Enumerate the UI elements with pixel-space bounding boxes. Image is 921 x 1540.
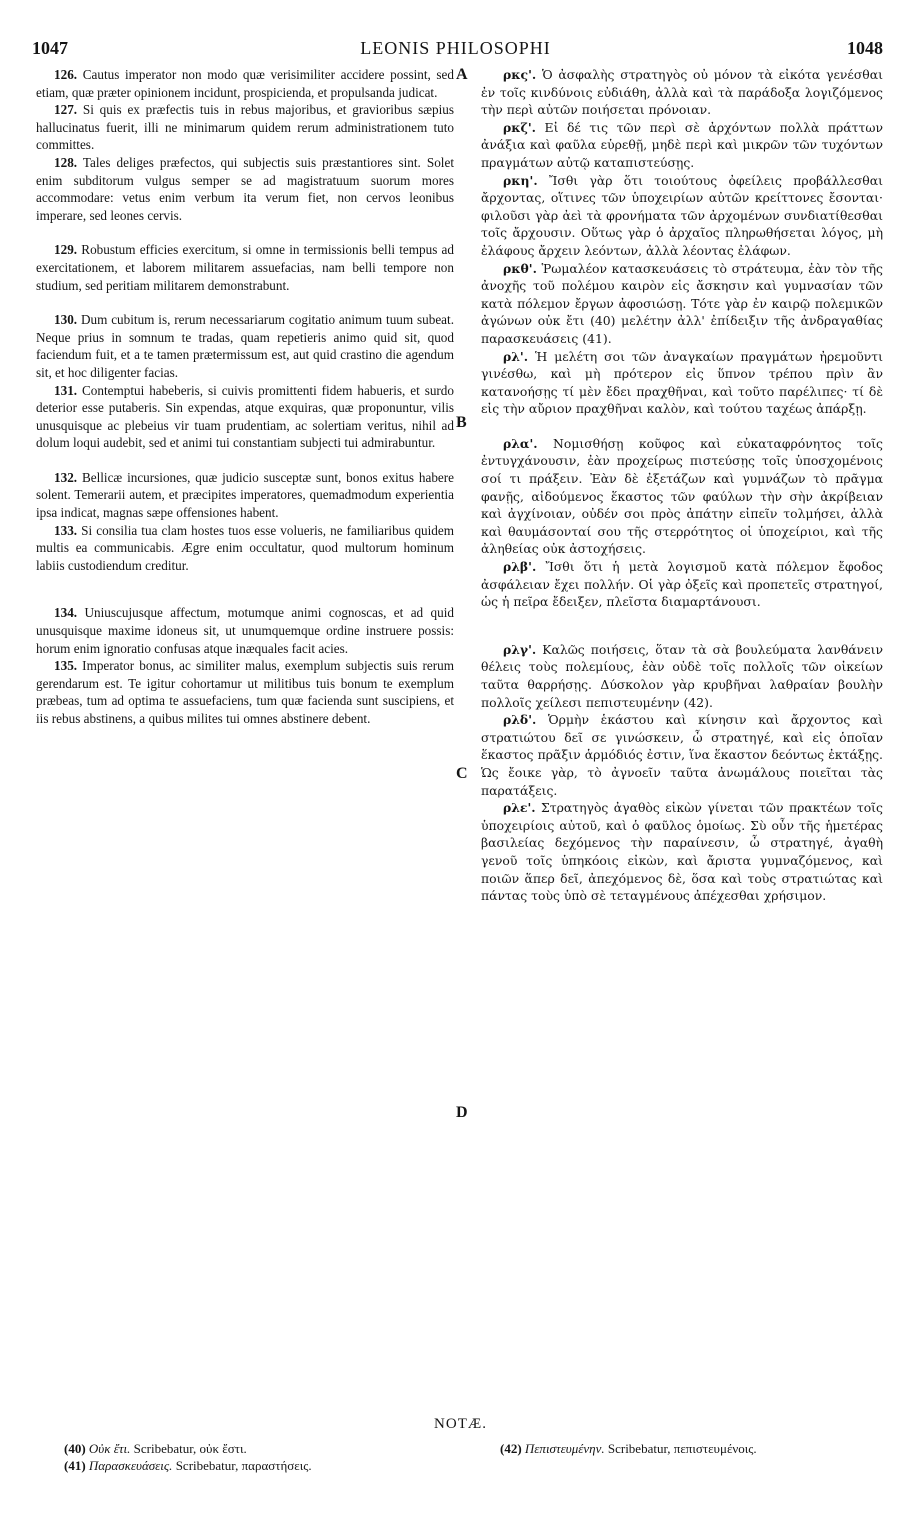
paragraph-number: ρλ'.	[503, 348, 529, 364]
latin-paragraph	[36, 657, 454, 727]
margin-letter-b: B	[456, 414, 467, 431]
footnote-lemma: Οὐκ ἔτι.	[88, 1441, 131, 1456]
paragraph-text: Ἴσθι ὅτι ἡ μετὰ λογισμοῦ κατὰ πόλεμον ἔφοδος ἀσφάλειαν ἔχει πολλήν. Οἱ γὰρ ὀξεῖς καὶ προπετεῖς στρατηγοί, ὡς ἡ πεῖρα ἔδειξεν, πλεῖστα διαμαρτάνουσι.	[481, 559, 883, 610]
page-number-left: 1047	[32, 38, 68, 58]
paragraph-number: ρλε'.	[503, 800, 536, 816]
paragraph-number: 128.	[54, 154, 78, 170]
paragraph-number: 131.	[54, 382, 78, 398]
paragraph-text: Imperator bonus, ac similiter malus, exemplum subjectis suis rerum gerendarum est. Te igitur cohortamur ut militibus tuis bonum te exemplum præbeas, tum ad optima te assuefaciens, tum quæ facienda sunt suscipiens, et iis rebus abstinens, a quibus milites tui omnes abstinere debent.	[36, 658, 454, 726]
footnotes-left	[64, 1440, 464, 1474]
latin-column	[36, 66, 454, 728]
paragraph-number: 135.	[54, 658, 78, 674]
paragraph-number: ρλβ'.	[503, 559, 537, 575]
paragraph-text: Καλῶς ποιήσεις, ὅταν τὰ σὰ βουλεύματα λανθάνειν θέλεις τοὺς πολεμίους, ἐὰν οὐδὲ τοῖς πολλοῖς τῶν οἰκείων ταῦτα θαρρήσῃς. Δύσκολον γὰρ κρυβῆναι λαθραίαν βουλὴν πολλοῖς χείλεσι πεπιστευμένην (42).	[481, 641, 883, 710]
paragraph-text: Στρατηγὸς ἀγαθὸς εἰκὼν γίνεται τῶν πρακτέων τοῖς ὑποχειρίοις αὐτοῦ, καὶ ὁ φαῦλος ὁμοίως. Σὺ οὖν τῆς ἡμετέρας βασιλείας δεχόμενος τὴν παραίνεσιν, ὦ στρατηγέ, ἀγαθὴ γενοῦ τοῖς ὑπηκόοις εἰκὼν, καὶ ἄριστα γυμναζόμενος, καὶ ποιῶν ἅπερ δεῖ, ἀπεχόμενος δὲ, ὅσα καὶ τοὺς στρατιώτας καὶ πάντας τοὺς ὑπὸ σὲ τεταγμένους ἀπέχεσθαι χρήσιμον.	[481, 800, 883, 904]
footnote-text: Scribebatur, πεπιστευμένοις.	[607, 1441, 757, 1456]
paragraph-number: 134.	[54, 605, 78, 621]
footnotes-right	[500, 1440, 885, 1457]
latin-paragraph	[36, 154, 454, 224]
paragraph-text: Uniuscujusque affectum, motumque animi cognoscas, et ad quid unusquisque maxime idoneus sit, ut unumquemque ordine instruere possis: horum enim ignoratio confusas atque inæquales facit acies.	[36, 605, 455, 656]
paragraph-number: ρλα'.	[503, 435, 538, 451]
greek-paragraph	[481, 172, 883, 260]
latin-paragraph	[36, 241, 454, 294]
paragraph-text: Cautus imperator non modo quæ verisimiliter accidere possint, sed etiam, quæ præter opinionem incidunt, prospicienda, et propulsanda judicat.	[36, 67, 454, 100]
latin-paragraph	[36, 522, 454, 575]
footnote-number: (40)	[64, 1441, 86, 1456]
page-number-right: 1048	[847, 38, 883, 58]
greek-paragraph	[481, 711, 883, 799]
footnote-number: (42)	[500, 1441, 522, 1456]
footnote-lemma: Παρασκευάσεις.	[88, 1458, 173, 1473]
paragraph-number: ρλδ'.	[503, 712, 537, 728]
greek-paragraph	[481, 119, 883, 172]
paragraph-text: Contemptui habeberis, si cuivis promittenti fidem habueris, et surdo deterior esse putaberis. Sin expendas, atque exquiras, quæ proponuntur, vilis unusquisque ac plebeius vir tuam prudentiam, ac solertiam veritus, nihil ad dolum loqui audebit, sed et animi tui constantiam subjecti tui admirabuntur.	[36, 382, 454, 451]
paragraph-number: 132.	[54, 469, 78, 485]
latin-paragraph	[36, 101, 454, 154]
notes-heading: NOTÆ.	[434, 1416, 487, 1432]
paragraph-text: Ἡ μελέτη σοι τῶν ἀναγκαίων πραγμάτων ἠρεμοῦντι γινέσθω, καὶ μὴ πρότερον εἰς ὕπνον τρέπου πρὶν ἂν κατανοήσῃς τί μὲν ἔδει πραχθῆναι, καὶ τοῦτο παρέλιπες· τί δὲ εἰς τὴν αὔριον πραχθῆναι καλὸν, καὶ τούτου ταχέως ἀπάρξῃ.	[481, 348, 883, 417]
paragraph-text: Bellicæ incursiones, quæ judicio susceptæ sunt, bonos exitus habere solent. Temerarii autem, et præcipites imperatores, quemadmodum experientia ipsa indicat, magnas sæpe offensiones habent.	[36, 469, 455, 521]
margin-letter-a: A	[456, 66, 468, 83]
paragraph-number: ρλγ'.	[503, 641, 537, 657]
paragraph-text: Si quis ex præfectis tuis in rebus majoribus, et gravioribus sæpius hallucinatus fuerit, illi ne minimarum quidem rerum administrationem tuto committes.	[36, 102, 454, 153]
greek-paragraph	[481, 260, 883, 348]
margin-letter-c: C	[456, 765, 468, 782]
running-title: LEONIS PHILOSOPHI	[360, 38, 551, 58]
latin-paragraph	[36, 311, 454, 381]
latin-paragraph	[36, 469, 454, 522]
latin-paragraph	[36, 382, 454, 452]
paragraph-text: Robustum efficies exercitum, si omne in termissionis belli tempus ad exercitationem, et laborem militarem assuefacias, nam belli tempore non studium, sed peritiam militarem demonstrabunt.	[36, 242, 454, 293]
paragraph-number: ρκη'.	[503, 172, 538, 188]
footnote-number: (41)	[64, 1458, 86, 1473]
greek-paragraph	[481, 348, 883, 418]
paragraph-text: Νομισθήσῃ κοῦφος καὶ εὐκαταφρόνητος τοῖς ἐντυγχάνουσιν, ἐὰν προχείρως πιστεύσῃς τοῖς ὑποσχομένοις σοί τι πράξειν. Ἐὰν δὲ ἐξετάζων καὶ γυμνάζων τὸ πρᾶγμα φανῇς, αἰδούμενος ἕκαστος τῶν φαύλων τὴν σὴν ἀκρίβειαν καὶ ἀγχίνοιαν, οὐδέν σοι πρὸς ἀπάτην εἰπεῖν τολμήσει, ἀλλὰ καὶ θαυμάσονταί σου τῆς στερρότητος οἱ ὑποχείριοι, καὶ τῆς ἀληθείας οὐκ ἀστοχήσεις.	[481, 435, 883, 557]
paragraph-text: Εἰ δέ τις τῶν περὶ σὲ ἀρχόντων πολλὰ πράττων ἀνάξια καὶ φαῦλα εὑρεθῇ, μηδὲ περὶ καὶ μικρῶν τῶν τυχόντων πραγμάτων αὐτῷ καταπιστεύσῃς.	[481, 119, 883, 170]
greek-paragraph	[481, 435, 883, 558]
greek-paragraph	[481, 799, 883, 905]
footnote	[500, 1440, 885, 1457]
footnote	[64, 1440, 464, 1457]
footnote	[64, 1457, 464, 1474]
paragraph-text: Ὁρμὴν ἑκάστου καὶ κίνησιν καὶ ἄρχοντος καὶ στρατιώτου δεῖ σε γινώσκειν, ὦ στρατηγέ, καὶ εἰς ὁποῖαν ἕκαστος πρᾶξιν ἁρμόδιός ἐστιν, ἵνα ἕκαστον δεόντως ἐκτάξῃς. Ὡς ἔοικε γὰρ, τὸ ἀγνοεῖν ταῦτα ἀνωμάλους ποιεῖται τὰς παρατάξεις.	[481, 712, 883, 798]
paragraph-text: Si consilia tua clam hostes tuos esse volueris, ne familiaribus quidem multis ea communicabis. Ægre enim occultatur, quod multorum hominum labiis custodiendum creditur.	[36, 522, 455, 573]
footnote-text: Scribebatur, παραστήσεις.	[175, 1458, 312, 1473]
latin-paragraph	[36, 66, 454, 101]
greek-paragraph	[481, 641, 883, 711]
footnote-text: Scribebatur, οὐκ ἔστι.	[133, 1441, 247, 1456]
paragraph-number: ρκς'.	[503, 67, 537, 82]
paragraph-text: Ἴσθι γὰρ ὅτι τοιούτους ὀφείλεις προβάλλεσθαι ἄρχοντας, οἵτινες τῶν ὑποχειρίων αὐτῶν κρείττονες ἔσονται· φιλοῦσι γὰρ ἀεὶ τὰ φρονήματα τῶν ἀρχομένων συνδιατίθεσθαι τοῖς ἄρχουσιν. Οὕτως γὰρ ὁ ἀρχαῖος πληρωθήσεται λόγος, μὴ ἐλάφους ἄρχειν λεόντων, ἀλλὰ λέοντας ἐλάφων.	[481, 172, 883, 258]
paragraph-text: Tales deliges præfectos, qui subjectis suis præstantiores sint. Solet enim subditorum vulgus semper se ad magistratuum suorum mores accommodare: vetus enim verbum ita verum fiet, non cervos leonibus imperare, sed leones cervis.	[36, 154, 454, 223]
greek-paragraph	[481, 558, 883, 611]
paragraph-number: 127.	[54, 102, 78, 118]
footnote-lemma: Πεπιστευμένην.	[524, 1441, 605, 1456]
paragraph-number: 133.	[54, 522, 78, 538]
paragraph-number: 126.	[54, 67, 78, 82]
paragraph-number: 130.	[54, 312, 78, 328]
running-header	[28, 38, 883, 64]
paragraph-number: 129.	[54, 242, 78, 258]
paragraph-number: ρκθ'.	[503, 260, 537, 276]
greek-paragraph	[481, 66, 883, 119]
paragraph-text: Dum cubitum is, rerum necessariarum cogitatio animum tuum subeat. Neque prius in somnum te tradas, quam repetieris animo quid sit, quod faciendum fuit, et a te tamen prætermissum est, aut quid crastino die agendum sit, et hoc diligenter facias.	[36, 312, 454, 380]
latin-paragraph	[36, 604, 454, 657]
paragraph-number: ρκζ'.	[503, 119, 536, 135]
paragraph-text: Ὁ ἀσφαλὴς στρατηγὸς οὐ μόνον τὰ εἰκότα γενέσθαι ἐν τοῖς κινδύνοις εὐδιάθη, ἀλλὰ καὶ τὰ παράδοξα λογιζόμενος τὴν περὶ αὐτῶν ποιήσεται πρόνοιαν.	[481, 67, 883, 118]
margin-letter-d: D	[456, 1104, 468, 1121]
paragraph-text: Ῥωμαλέον κατασκευάσεις τὸ στράτευμα, ἐὰν τὸν τῆς ἀνοχῆς τοῦ πολέμου καιρὸν εἰς ἄσκησιν καὶ γυμνασίαν τῶν κατὰ πόλεμον ἔργων ἀφοσιώσῃ. Τότε γὰρ ἐν καιρῷ πολεμικῶν ἀγώνων οὐκ ἔτι (40) μελέτην ἀλλ' ἐπίδειξιν τῆς ἀνδραγαθίας παρασκευάσεις (41).	[481, 260, 883, 346]
greek-column	[481, 66, 883, 905]
